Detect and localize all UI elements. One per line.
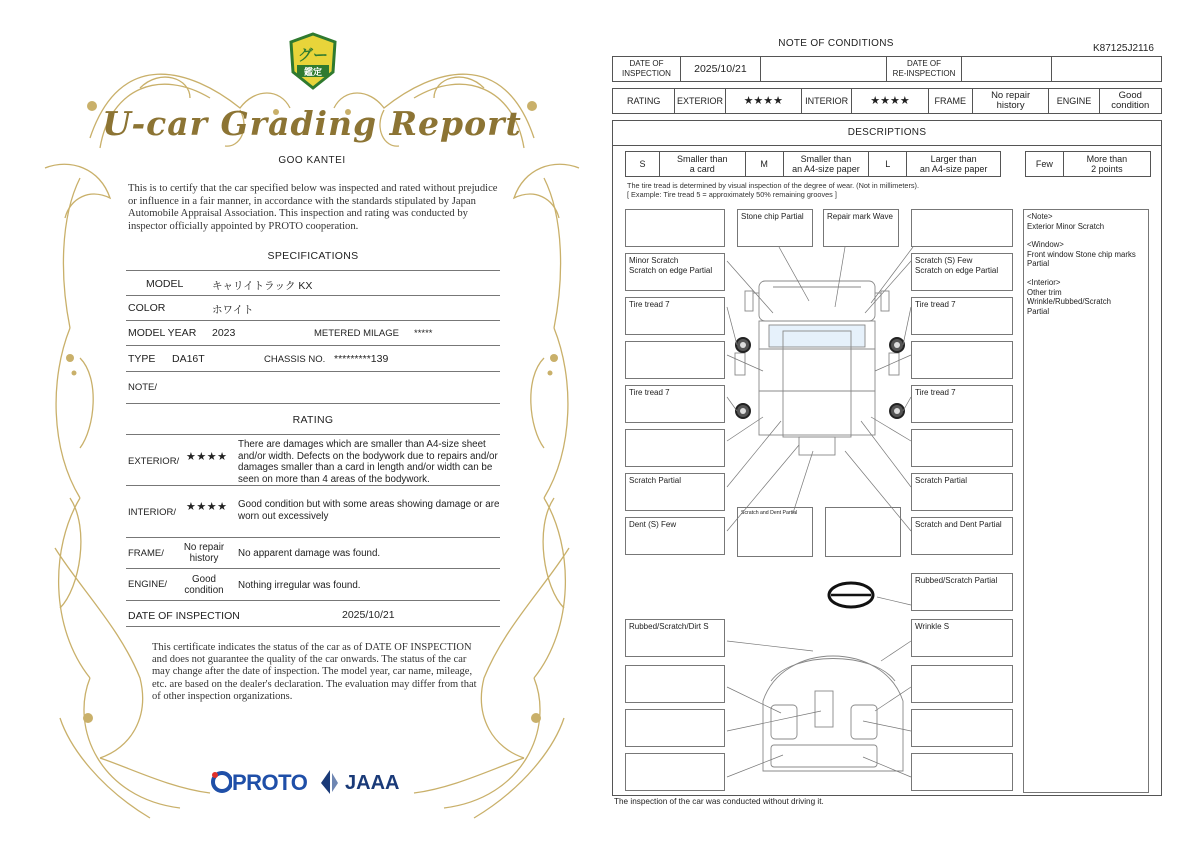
model-year-value: 2023 [212,327,236,339]
engine-description: Nothing irregular was found. [238,580,361,591]
frame-value [176,542,232,564]
date-of-inspection-value: 2025/10/21 [680,57,760,82]
damage-box-left-1 [625,209,725,247]
note-line-1: Exterior Minor Scratch [1027,221,1105,231]
spec-row-note [126,372,500,404]
interior-line-2: Wrinkle/Rubbed/Scratch [1027,297,1111,307]
interior-label: INTERIOR [802,89,852,114]
spec-row-type [126,346,500,372]
date-blank-cell [760,57,886,82]
note-label: NOTE/ [128,382,158,393]
frame-label: FRAME/ [128,548,164,559]
not-driven-note: The inspection of the car was conducted without driving it. [614,797,824,806]
rating-label: RATING [613,89,675,114]
model-year-label: MODEL YEAR [128,327,197,339]
interior-line-3: Partial [1027,306,1050,316]
exterior-label: EXTERIOR [675,89,725,114]
damage-box-tire-fl: Tire tread 7 [625,297,725,335]
exterior-stars: ★★★★ [186,451,228,463]
legend-s-desc-line-2: a card [689,164,715,174]
badge-upper-text: グー [297,46,329,64]
frame-value-line-2: history [189,553,219,564]
note-heading: <Note> [1027,212,1053,221]
certify-statement: This is to certify that the car specified below was inspected and rated without prejudice or influence in a fair manner, in accordance with the standards stipulated by Japan Automobile Appraisal Association. This inspection and rating was conducted by inspector officially appointed by PROTO cooperation. [128,183,498,232]
jaaa-logo-text: JAAA [345,772,400,794]
date-of-inspection-label [613,57,681,82]
rating-table [612,88,1162,114]
interior-description: Good condition but with some areas showing damage or are worn out excessively [238,499,500,522]
damage-box-left-6 [625,429,725,467]
grading-certificate [40,28,584,828]
damage-box-rubbed-scratch-partial: Rubbed/Scratch Partial [911,573,1013,611]
truck-body-rear-outline [759,391,875,435]
jaaa-logo-icon [318,769,342,795]
specifications-heading: SPECIFICATIONS [267,250,359,262]
damage-box-rubbed-scratch-dirt: Rubbed/Scratch/Dirt S [625,619,725,657]
damage-box-left-4 [625,341,725,379]
damage-box-left-2-line-2: Scratch on edge Partial [629,266,713,275]
rating-row-frame [126,538,500,569]
legend-m-desc-line-2: an A4-size paper [792,164,860,174]
issuer-name: GOO KANTEI [278,155,346,166]
spec-row-color [126,296,500,321]
frame-value-line-2: history [996,100,1025,111]
frame-value-line-1: No repair [183,542,225,553]
frame-description: No apparent damage was found. [238,548,381,559]
interior-stars: ★★★★ [852,89,928,114]
left-step [735,353,745,375]
metered-milage-value: ***** [414,328,433,339]
damage-box-right-2 [911,253,1013,291]
inspection-date-table [612,56,1162,82]
legend-l-desc-line-1: Larger than [930,154,977,164]
spec-row-model-year [126,321,500,346]
rear-bench [771,745,877,767]
damage-box-right-6 [911,429,1013,467]
frame-value-line-1: No repair [991,90,1031,101]
engine-value-line-2: condition [184,585,224,596]
rating-heading: RATING [292,414,334,426]
damage-box-left-10 [625,665,725,703]
exterior-label: EXTERIOR/ [128,456,180,467]
legend-m-desc-line-1: Smaller than [800,154,852,164]
exterior-description: There are damages which are smaller than A4-size sheet and/or width. Defects on the bodywork due to repairs and/or damages smaller than a card in length and/or width can be seen on more than 4 areas of the bodywork. [238,439,498,485]
legend-few: Few [1026,152,1064,177]
left-mirror [745,291,753,311]
certificate-title: U-car Grading Report [102,104,522,143]
damage-box-wrinkle: Wrinkle S [911,619,1013,657]
engine-label: ENGINE [1049,89,1099,114]
logos [210,768,400,798]
right-seat [851,705,877,739]
damage-box-dent-few: Dent (S) Few [625,517,725,555]
damage-box-left-2-line-1: Minor Scratch [629,256,679,265]
legend-few-desc-line-1: More than [1086,154,1128,164]
damage-box-right-4 [911,341,1013,379]
damage-box-right-1 [911,209,1013,247]
window-heading: <Window> [1027,240,1064,250]
engine-value-line-1: Good [192,574,216,585]
truck-tail-outline [799,437,835,455]
damage-box-scratch-partial-left: Scratch Partial [625,473,725,511]
rating-row-engine [126,569,500,601]
window-line-2: Partial [1027,259,1050,269]
tire-icons [736,338,904,418]
damage-box-scratch-partial-right: Scratch Partial [911,473,1013,511]
certificate-disclaimer: This certificate indicates the status of the car as of DATE OF INSPECTION and does not guarantee the quality of the car onwards. The status of the car may change after the date of inspection. The model year, car name, mileage, etc. are based on the dealer's declaration. The evaluation may differ from that of other inspection organizations. [152,642,477,702]
damage-box-left-12 [625,753,725,791]
type-value: DA16T [172,353,205,365]
chassis-label: CHASSIS NO. [264,354,326,365]
engine-label: ENGINE/ [128,579,168,590]
proto-logo-icon [210,770,232,794]
reinspection-value-cell [962,57,1052,82]
legend-m: M [745,152,783,177]
truck-cab-outline [759,349,875,391]
damage-box-right-2-line-2: Scratch on edge Partial [915,266,999,275]
legend-s-desc-line-1: Smaller than [677,154,728,164]
frame-value [972,89,1048,114]
date-of-inspection-label-line-1: DATE OF [629,59,664,68]
damage-box-repair-mark: Repair mark Wave [823,209,899,247]
chassis-value: *********139 [334,353,389,365]
legend-s: S [626,152,660,177]
model-value: キャリイトラック KX [212,280,313,292]
center-console [815,691,833,727]
model-label: MODEL [146,278,184,290]
date-of-inspection-label: DATE OF INSPECTION [128,610,240,622]
legend-l: L [869,152,907,177]
interior-line-1: Other trim [1027,287,1062,297]
proto-logo-text: PROTO [232,770,308,795]
descriptions-panel [612,120,1162,796]
damage-box-right-10 [911,665,1013,703]
date-of-inspection-label-line-2: INSPECTION [622,69,671,78]
engine-value-line-2: condition [1111,100,1150,111]
damage-box-tire-rr: Tire tread 7 [911,385,1013,423]
reinspection-label-line-1: DATE OF [906,59,942,68]
reinspection-label-line-2: RE-INSPECTION [892,69,956,78]
damage-box-tire-fr: Tire tread 7 [911,297,1013,335]
damage-box-scratch-dent-small: Scratch and Dent Partial [737,507,813,557]
frame-label: FRAME [928,89,972,114]
badge-lower-text: 鑑定 [303,68,323,78]
serial-number: K87125J2116 [1093,43,1154,54]
date-of-inspection-value: 2025/10/21 [342,609,395,621]
notes-panel [1023,209,1149,793]
interior-label: INTERIOR/ [128,507,177,518]
tire-tread-note-line-2: [ Example: Tire tread 5 = approximately 50% remaining grooves ] [627,190,837,199]
color-value: ホワイト [212,304,254,316]
damage-box-right-12 [911,753,1013,791]
reinspection-label [886,57,962,82]
damage-box-right-11 [911,709,1013,747]
reinspection-blank-cell [1052,57,1162,82]
note-of-conditions-sheet [610,30,1166,816]
type-label: TYPE [128,353,156,365]
engine-value [1099,89,1161,114]
legend-few-desc-line-2: 2 points [1091,164,1123,174]
damage-box-right-2-line-1: Scratch (S) Few [915,256,973,265]
damage-box-left-2 [625,253,725,291]
goo-kantei-badge [288,32,338,90]
interior-heading: <Interior> [1027,277,1061,287]
damage-box-center-empty [825,507,901,557]
exterior-stars: ★★★★ [725,89,801,114]
rating-row-exterior [126,434,500,486]
rating-row-interior [126,486,500,538]
damage-box-left-11 [625,709,725,747]
damage-box-scratch-dent-right: Scratch and Dent Partial [911,517,1013,555]
spec-row-model [126,270,500,296]
sheet-title: NOTE OF CONDITIONS [778,38,894,49]
ornamental-border [40,28,584,828]
engine-value-line-1: Good [1118,90,1142,101]
date-of-inspection-row [126,601,500,627]
interior-stars: ★★★★ [186,501,228,513]
metered-milage-label: METERED MILAGE [314,328,399,339]
legend-l-desc-line-2: an A4-size paper [919,164,988,174]
color-label: COLOR [128,302,166,314]
descriptions-heading: DESCRIPTIONS [847,127,927,138]
damage-box-stone-chip: Stone chip Partial [737,209,813,247]
window-line-1: Front window Stone chip marks [1027,249,1136,259]
engine-value [176,574,232,596]
tire-tread-note-line-1: The tire tread is determined by visual inspection of the degree of wear. (Not in millimeters). [627,181,920,190]
damage-box-tire-rl: Tire tread 7 [625,385,725,423]
